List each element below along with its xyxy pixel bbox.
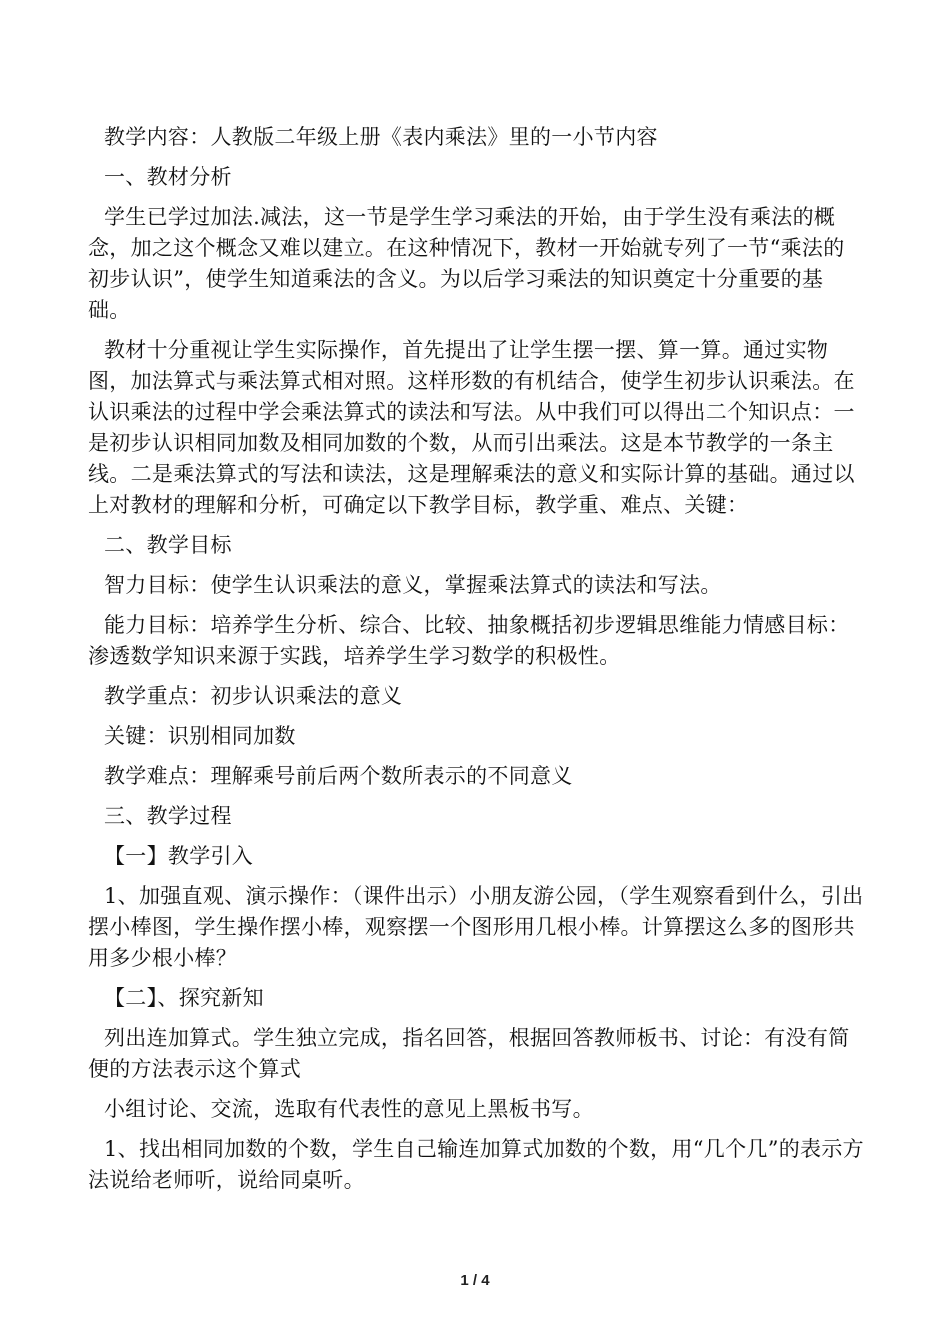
analysis-paragraph-1: 学生已学过加法.减法，这一节是学生学习乘法的开始，由于学生没有乘法的概念，加之这个概念又难以建立。在这种情况下，教材一开始就专列了一节“乘法的初步认识”，使学生知道乘法的含义。为以后学习乘法的知识奠定十分重要的基础。 bbox=[88, 205, 845, 322]
explore-step-1: 1、找出相同加数的个数，学生自己输连加算式加数的个数，用“几个几”的表示方法说给老师听，说给同桌听。 bbox=[88, 1137, 864, 1192]
teaching-key: 关键：识别相同加数 bbox=[104, 724, 296, 748]
page-number: 1 / 4 bbox=[460, 1272, 490, 1289]
introduction-step-1: 1、加强直观、演示操作：（课件出示）小朋友游公园，（学生观察看到什么，引出摆小棒图，学生操作摆小棒，观察摆一个图形用几根小棒。计算摆这么多的图形共用多少根小棒？ bbox=[88, 884, 864, 970]
section-heading-teaching-goals: 二、教学目标 bbox=[104, 533, 232, 557]
teaching-content-line: 教学内容：人教版二年级上册《表内乘法》里的一小节内容 bbox=[104, 125, 658, 149]
goal-ability: 能力目标：培养学生分析、综合、比较、抽象概括初步逻辑思维能力情感目标：渗透数学知识来源于实践，培养学生学习数学的积极性。 bbox=[88, 613, 850, 668]
document-body bbox=[88, 122, 864, 1205]
subheading-explore: 【二】、探究新知 bbox=[104, 986, 264, 1010]
subheading-introduction: 【一】教学引入 bbox=[104, 844, 254, 868]
analysis-paragraph-2: 教材十分重视让学生实际操作，首先提出了让学生摆一摆、算一算。通过实物图，加法算式与乘法算式相对照。这样形数的有机结合，使学生初步认识乘法。在认识乘法的过程中学会乘法算式的读法和写法。从中我们可以得出二个知识点：一是初步认识相同加数及相同加数的个数，从而引出乘法。这是本节教学的一条主线。二是乘法算式的写法和读法，这是理解乘法的意义和实际计算的基础。通过以上对教材的理解和分析，可确定以下教学目标，教学重、难点、关键： bbox=[88, 338, 855, 517]
section-heading-teaching-process: 三、教学过程 bbox=[104, 804, 232, 828]
explore-paragraph-1: 列出连加算式。学生独立完成，指名回答，根据回答教师板书、讨论：有没有简便的方法表示这个算式 bbox=[88, 1026, 850, 1081]
explore-paragraph-2: 小组讨论、交流，选取有代表性的意见上黑板书写。 bbox=[104, 1097, 594, 1121]
goal-intellectual: 智力目标：使学生认识乘法的意义，掌握乘法算式的读法和写法。 bbox=[104, 573, 722, 597]
section-heading-textbook-analysis: 一、教材分析 bbox=[104, 165, 232, 189]
teaching-key-point: 教学重点：初步认识乘法的意义 bbox=[104, 684, 403, 708]
teaching-difficulty: 教学难点：理解乘号前后两个数所表示的不同意义 bbox=[104, 764, 573, 788]
